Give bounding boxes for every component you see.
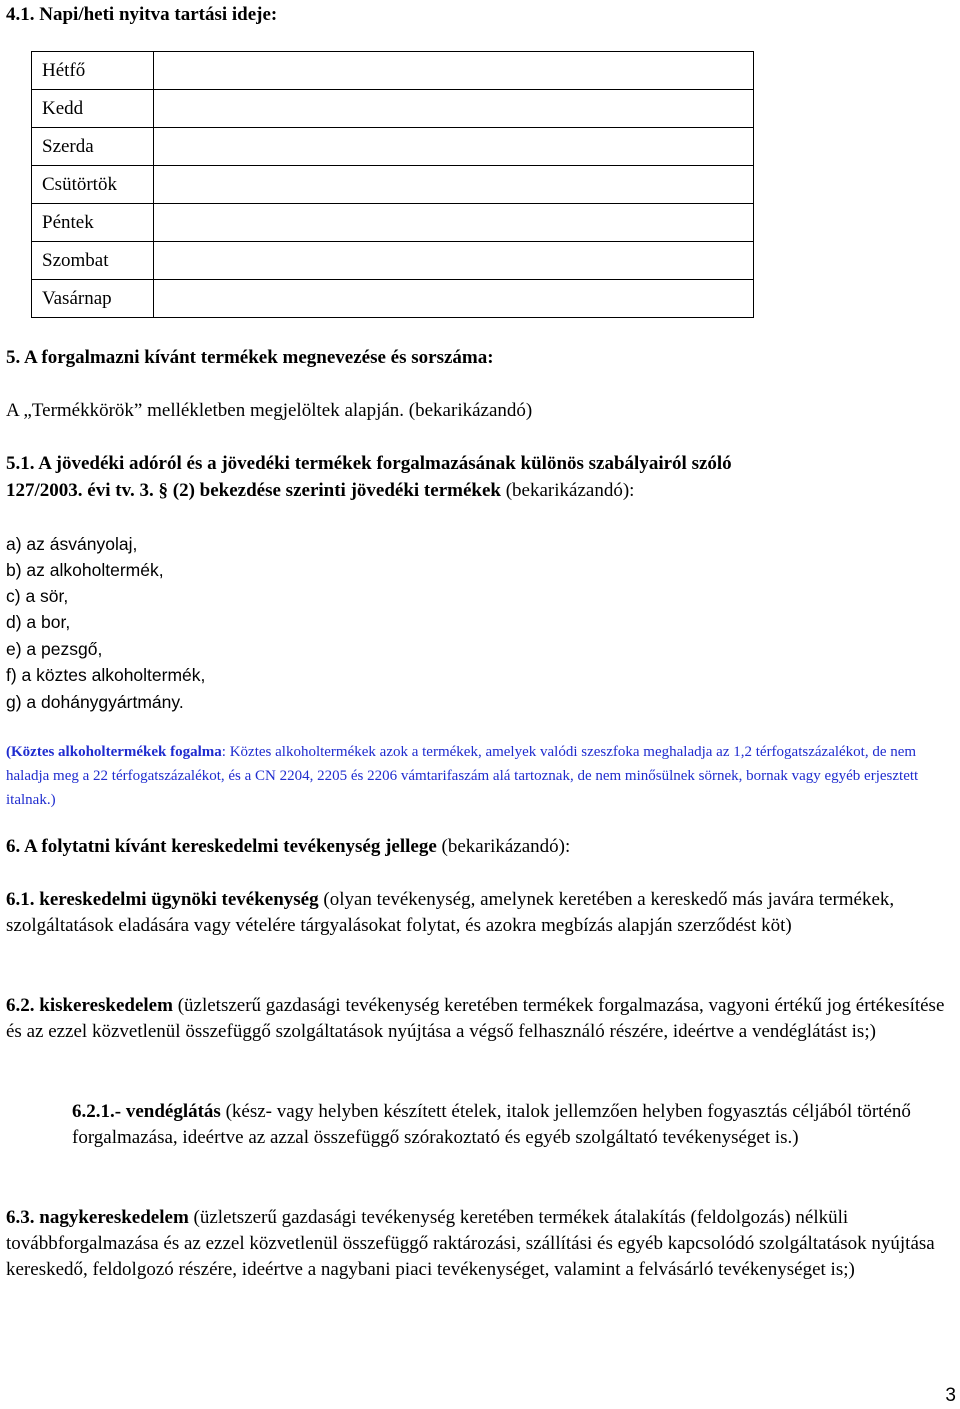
- table-row: [32, 52, 754, 90]
- section-5-1-heading-cont: [6, 478, 634, 504]
- activity-description: (olyan tevékenység, amelynek keretében a kereskedő más javára termékek, szolgáltatások eladására vagy vételére tárgyalásokat folytat, és azokra megbízás alapján szerződést köt): [6, 889, 895, 936]
- day-label-sunday: Vasárnap: [32, 280, 154, 318]
- day-label-wednesday: Szerda: [32, 128, 154, 166]
- activity-label: 6.1. kereskedelmi ügynöki tevékenység: [6, 889, 319, 910]
- section-4-1-heading: 4.1. Napi/heti nyitva tartási ideje:: [6, 4, 278, 25]
- list-item[interactable]: f) a köztes alkoholtermék,: [6, 665, 206, 685]
- day-label-tuesday: Kedd: [32, 90, 154, 128]
- table-row: [32, 90, 754, 128]
- activity-option-6-2-1[interactable]: [72, 1099, 952, 1151]
- opening-hours-table: [31, 51, 754, 318]
- activity-label: 6.3. nagykereskedelem: [6, 1207, 189, 1228]
- table-row: [32, 280, 754, 318]
- table-row: [32, 242, 754, 280]
- hours-cell-monday[interactable]: [154, 52, 754, 90]
- activity-description: (kész- vagy helyben készített ételek, italok jellemzően helyben fogyasztás céljából történő forgalmazása, ideértve az azzal összefüggő szórakoztató és egyéb szolgáltató tevékenységet is.): [72, 1101, 911, 1148]
- day-label-saturday: Szombat: [32, 242, 154, 280]
- list-item[interactable]: c) a sör,: [6, 586, 69, 606]
- list-item[interactable]: a) az ásványolaj,: [6, 534, 138, 554]
- activity-option-6-2[interactable]: [6, 993, 956, 1045]
- list-item[interactable]: d) a bor,: [6, 612, 71, 632]
- hours-cell-sunday[interactable]: [154, 280, 754, 318]
- section-6-heading: [6, 834, 570, 860]
- hours-cell-tuesday[interactable]: [154, 90, 754, 128]
- activity-description: (üzletszerű gazdasági tevékenység keretében termékek átalakítás (feldolgozás) nélküli továbbforgalmazása és az ezzel közvetlenül összefüggő raktározási, szállítási és egyéb kapcsolódó szolgáltatások nyújtása kereskedő, feldolgozó részére, ideértve a nagybani piaci tevékenységet, valamint a felvásárló tevékenységet is;): [6, 1207, 935, 1280]
- table-row: [32, 166, 754, 204]
- list-item[interactable]: b) az alkoholtermék,: [6, 560, 164, 580]
- intermediate-alcohol-definition: [6, 740, 956, 812]
- day-label-thursday: Csütörtök: [32, 166, 154, 204]
- table-row: [32, 204, 754, 242]
- hours-cell-friday[interactable]: [154, 204, 754, 242]
- section-6-heading-note: (bekarikázandó):: [436, 836, 571, 857]
- hours-cell-thursday[interactable]: [154, 166, 754, 204]
- activity-label: 6.2. kiskereskedelem: [6, 995, 173, 1016]
- list-item[interactable]: e) a pezsgő,: [6, 639, 103, 659]
- section-6-heading-bold: 6. A folytatni kívánt kereskedelmi tevékenység jellege: [6, 836, 437, 857]
- section-5-1-heading-note: (bekarikázandó):: [500, 480, 635, 501]
- activity-label: 6.2.1.- vendéglátás: [72, 1101, 221, 1122]
- section-5-text: A „Termékkörök” mellékletben megjelöltek alapján. (bekarikázandó): [6, 400, 533, 421]
- activity-option-6-3[interactable]: [6, 1205, 956, 1283]
- day-label-monday: Hétfő: [32, 52, 154, 90]
- section-5-1-heading-bold: 127/2003. évi tv. 3. § (2) bekezdése szerinti jövedéki termékek: [6, 480, 501, 501]
- activity-description: (üzletszerű gazdasági tevékenység keretében termékek forgalmazása, vagyoni értékű jog értékesítése és az ezzel közvetlenül összefüggő szolgáltatások nyújtása a végső felhasználó részére, ideértve a vendéglátást is;): [6, 995, 945, 1042]
- hours-cell-saturday[interactable]: [154, 242, 754, 280]
- list-item[interactable]: g) a dohánygyártmány.: [6, 692, 184, 712]
- day-label-friday: Péntek: [32, 204, 154, 242]
- section-5-heading: 5. A forgalmazni kívánt termékek megnevezése és sorszáma:: [6, 347, 494, 368]
- activity-option-6-1[interactable]: [6, 887, 956, 939]
- definition-text: : Köztes alkoholtermékek azok a termékek, amelyek valódi szeszfoka meghaladja az 1,2 térfogatszázalékot, de nem haladja meg a 22 térfogatszázalékot, és a CN 2204, 2205 és 2206 vámtarifaszám alá tartoznak, de nem minősülnek sörnek, bornak vagy egyéb erjesztett italnak.): [6, 744, 919, 808]
- definition-term: (Köztes alkoholtermékek fogalma: [6, 744, 222, 760]
- table-row: [32, 128, 754, 166]
- hours-cell-wednesday[interactable]: [154, 128, 754, 166]
- page-number: 3: [945, 1385, 956, 1406]
- section-5-1-heading: 5.1. A jövedéki adóról és a jövedéki termékek forgalmazásának különös szabályairól szóló: [6, 453, 732, 474]
